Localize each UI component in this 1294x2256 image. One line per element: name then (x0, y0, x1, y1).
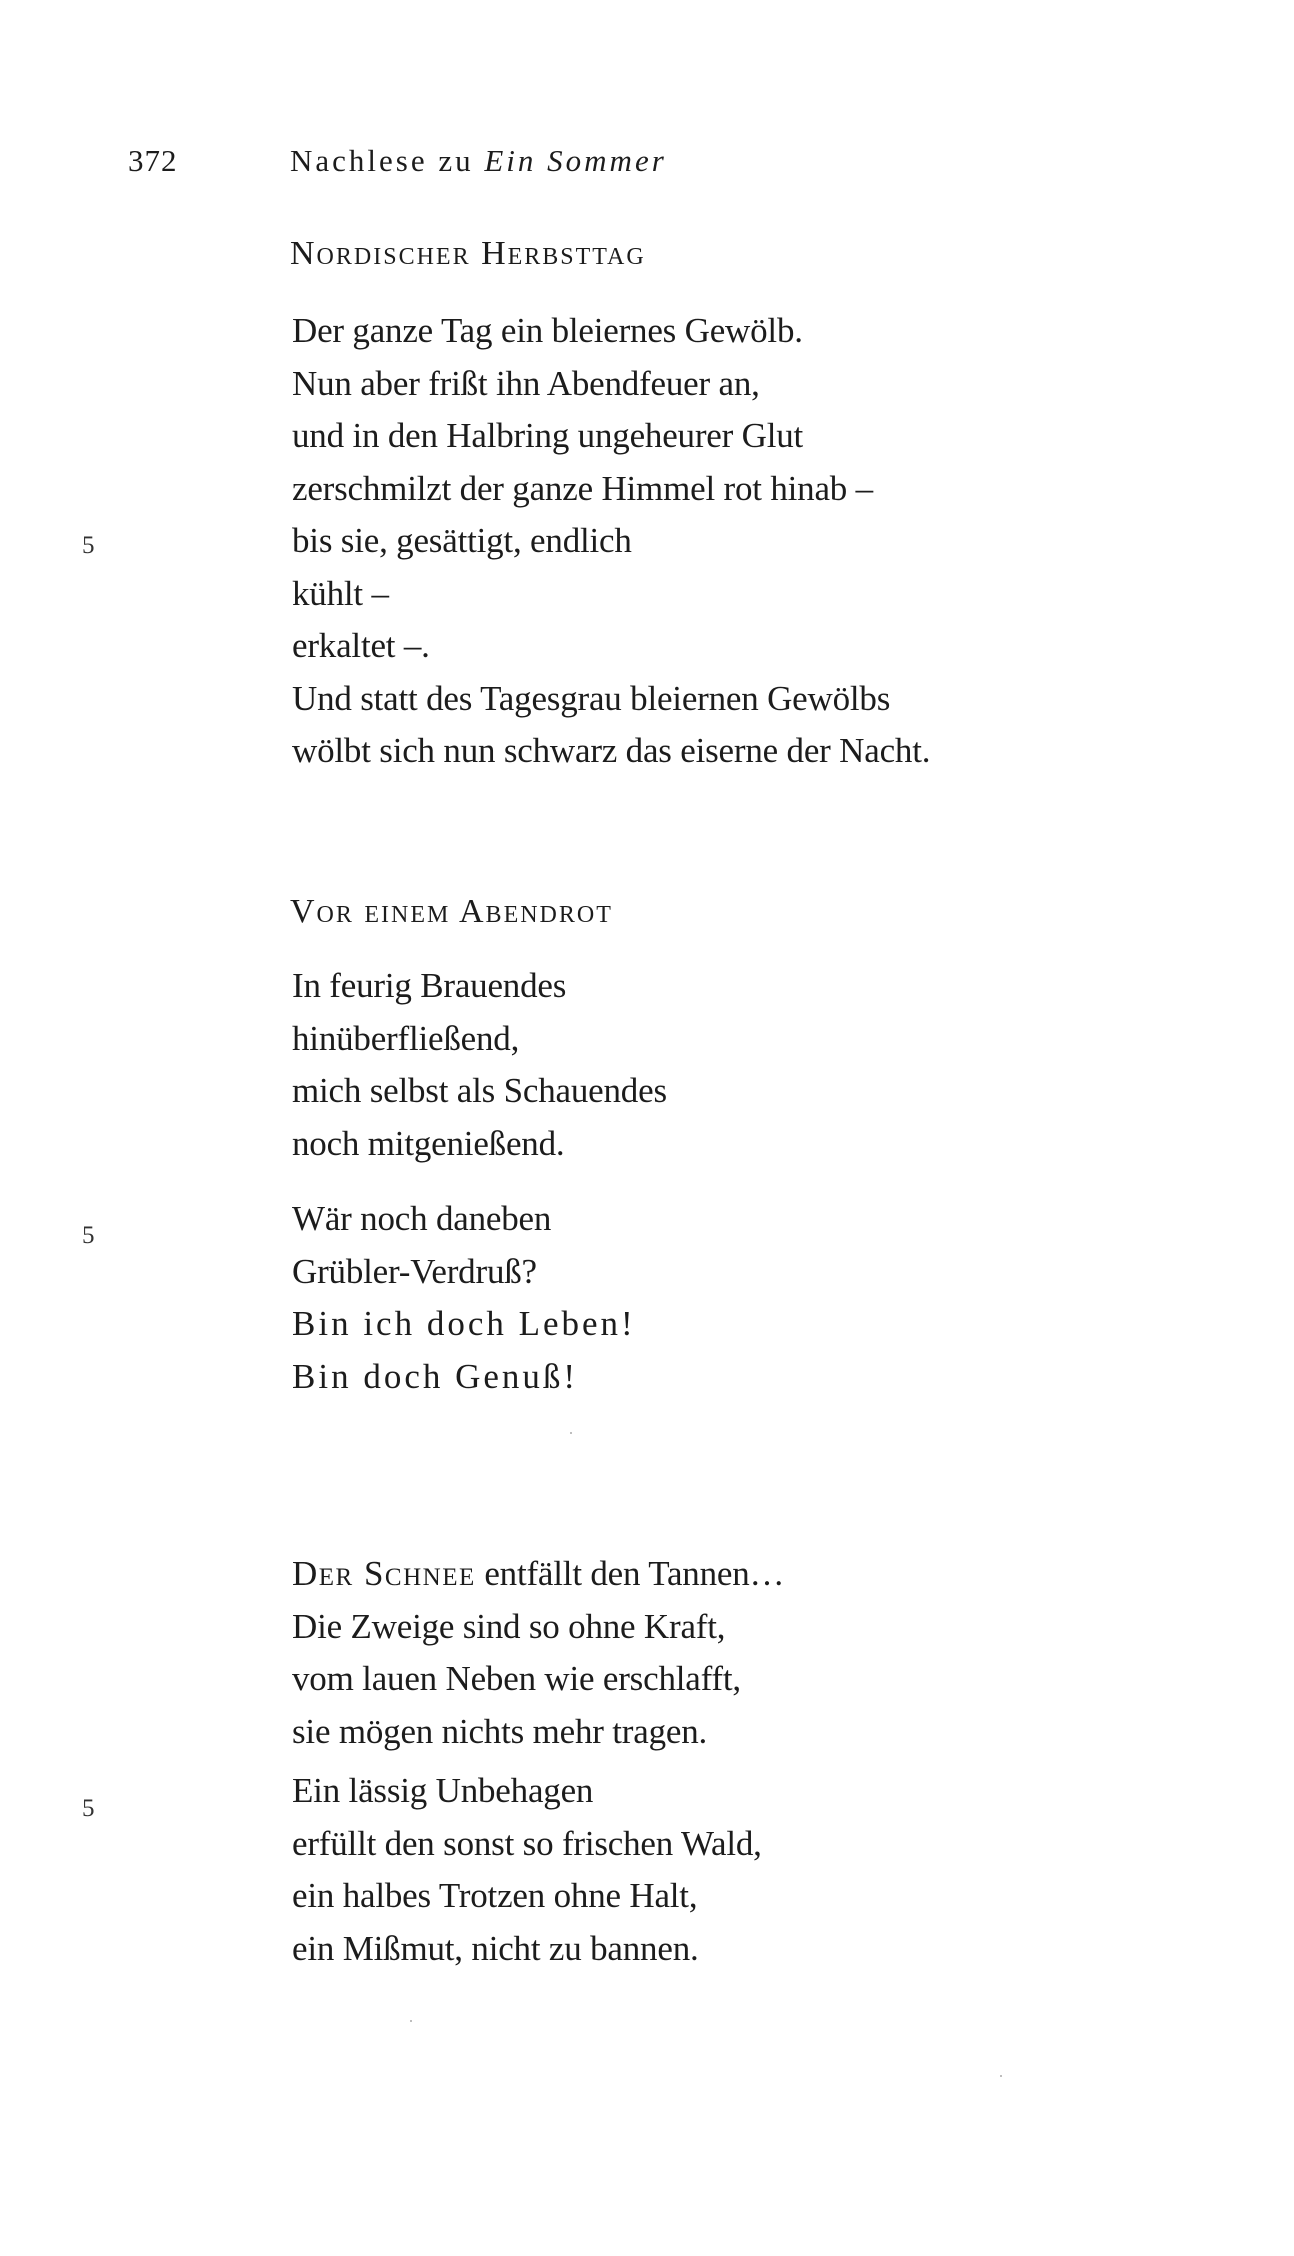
verse-line: ein Mißmut, nicht zu bannen. (292, 1928, 699, 1968)
running-title (290, 143, 667, 179)
verse-line: Wär noch daneben (292, 1199, 552, 1238)
poem-nordischer-herbsttag-stanza (292, 305, 930, 778)
line-number-marker: 5 (82, 1795, 95, 1822)
verse-line: Grübler-Verdruß? (292, 1251, 537, 1291)
page-number: 372 (128, 143, 178, 178)
verse-line: hinüberfließend, (292, 1018, 520, 1058)
line-number-marker: 5 (82, 1222, 95, 1249)
verse-line: erkaltet –. (292, 626, 430, 665)
verse-line: bis sie, gesättigt, endlich (292, 521, 632, 560)
verse-line: Bin doch Genuß! (292, 1356, 579, 1396)
poem-vor-einem-abendrot-stanza-2 (292, 1193, 636, 1403)
verse-line: mich selbst als Schauendes (292, 1071, 667, 1110)
verse-line: Die Zweige sind so ohne Kraft, (292, 1606, 726, 1646)
print-speck (570, 1432, 572, 1434)
verse-line: kühlt – (292, 573, 389, 613)
verse-line-with-inline-title (292, 1548, 784, 1601)
running-title-prefix: Nachlese zu (290, 143, 485, 178)
poem-der-schnee-stanza-1 (292, 1548, 784, 1758)
poem-title-vor-einem-abendrot: Vor einem Abendrot (290, 893, 613, 930)
verse-line: erfüllt den sonst so frischen Wald, (292, 1823, 762, 1863)
verse-line: zerschmilzt der ganze Himmel rot hinab – (292, 468, 873, 508)
verse-line: wölbt sich nun schwarz das eiserne der Nacht. (292, 731, 931, 770)
verse-line: Nun aber frißt ihn Abendfeuer an, (292, 363, 760, 403)
print-speck (410, 2020, 412, 2022)
poem-title-nordischer-herbsttag: Nordischer Herbsttag (290, 235, 646, 272)
poem-title-der-schnee: Der Schnee (292, 1554, 476, 1593)
running-title-work: Ein Sommer (484, 143, 667, 178)
verse-line: Der ganze Tag ein bleiernes Gewölb. (292, 311, 803, 350)
poem-vor-einem-abendrot-stanza-1 (292, 960, 667, 1170)
poem-der-schnee-stanza-2 (292, 1765, 762, 1975)
verse-line-rest: entfällt den Tannen… (475, 1554, 785, 1593)
verse-line: und in den Halbring ungeheurer Glut (292, 416, 804, 455)
verse-line: Bin ich doch Leben! (292, 1304, 636, 1343)
verse-line: In feurig Brauendes (292, 966, 567, 1005)
verse-line: Und statt des Tagesgrau bleiernen Gewölbs (292, 678, 891, 718)
running-head (0, 143, 1294, 193)
verse-line: ein halbes Trotzen ohne Halt, (292, 1876, 698, 1915)
print-speck (1000, 2075, 1002, 2077)
verse-line: noch mitgenießend. (292, 1123, 565, 1163)
verse-line: Ein lässig Unbehagen (292, 1771, 594, 1810)
verse-line: vom lauen Neben wie erschlafft, (292, 1659, 741, 1698)
verse-line: sie mögen nichts mehr tragen. (292, 1711, 708, 1751)
line-number-marker: 5 (82, 532, 95, 559)
